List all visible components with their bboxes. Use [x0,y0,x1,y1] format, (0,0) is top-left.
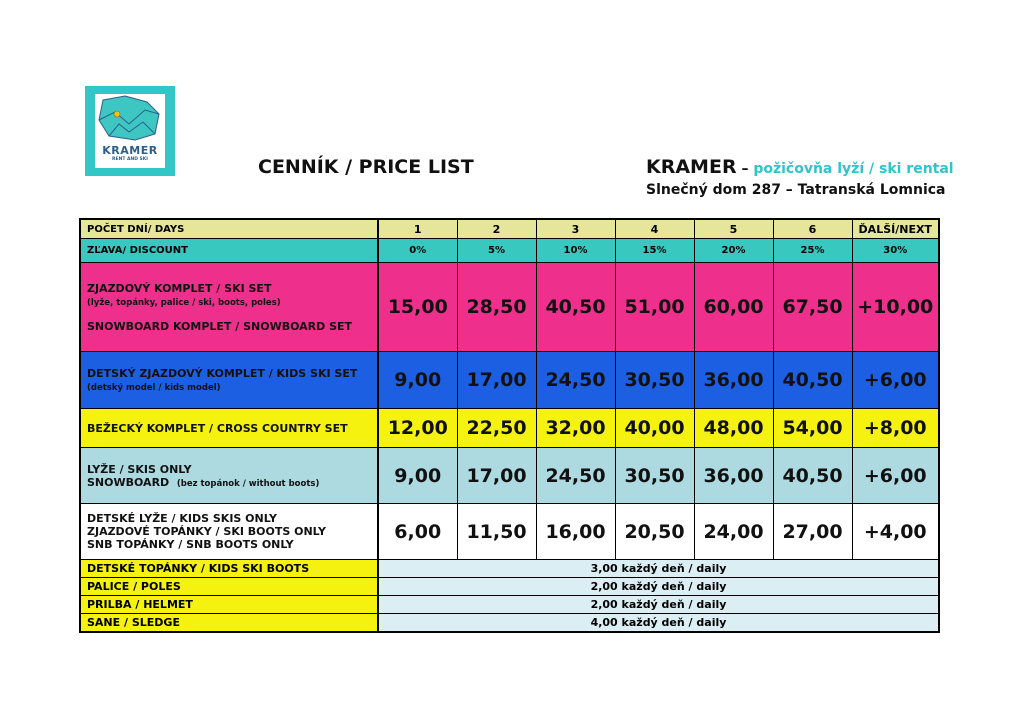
discount-cell: 25% [773,239,852,263]
daily-amount: 4,00 [590,616,618,629]
row-title: ZJAZDOVÝ KOMPLET / SKI SET [87,281,272,295]
price-cell-next: +8,00 [852,409,939,448]
day-cell: 2 [457,219,536,239]
price-cell: 9,00 [378,352,457,409]
discount-cell: 10% [536,239,615,263]
daily-label: SANE / SLEDGE [80,614,378,633]
map-icon [95,94,165,144]
price-cell: 6,00 [378,504,457,560]
cross-country-label [80,409,378,448]
row-title: LYŽE / SKIS ONLY [87,462,192,476]
row-title-secondary [87,476,377,489]
price-cell: 60,00 [694,263,773,352]
row-subtitle: (detský model / kids model) [87,383,221,393]
daily-label: PALICE / POLES [80,578,378,596]
kramer-logo [85,86,175,176]
discount-cell: 20% [694,239,773,263]
price-cell: 30,50 [615,352,694,409]
price-cell: 28,50 [457,263,536,352]
daily-price [378,560,939,578]
price-cell: 24,50 [536,352,615,409]
price-cell: 22,50 [457,409,536,448]
price-cell: 20,50 [615,504,694,560]
logo-panel [95,94,165,168]
price-cell-next: +6,00 [852,352,939,409]
price-cell: 40,50 [773,352,852,409]
daily-row-helmet [80,596,939,614]
daily-label: DETSKÉ TOPÁNKY / KIDS SKI BOOTS [80,560,378,578]
discount-row [80,239,939,263]
price-cell: 67,50 [773,263,852,352]
discount-cell: 30% [852,239,939,263]
price-cell: 36,00 [694,448,773,504]
discount-cell: 15% [615,239,694,263]
ski-set-label [80,263,378,352]
kids-ski-set-label [80,352,378,409]
price-table [79,218,940,633]
price-cell: 17,00 [457,352,536,409]
daily-unit: každý deň / daily [621,562,727,575]
snowboard-label: SNOWBOARD [87,475,170,489]
page-title: CENNÍK / PRICE LIST [258,156,474,178]
row-title: DETSKÉ LYŽE / KIDS SKIS ONLY [87,512,277,525]
price-cell: 32,00 [536,409,615,448]
price-cell: 30,50 [615,448,694,504]
price-cell: 24,50 [536,448,615,504]
daily-row-kids-boots [80,560,939,578]
kids-ski-set-row [80,352,939,409]
daily-row-sledge [80,614,939,633]
kids-skis-label [80,504,378,560]
address: Slnečný dom 287 – Tatranská Lomnica [646,182,946,198]
discount-cell: 0% [378,239,457,263]
logo-subtitle: RENT AND SKI [112,157,148,162]
discount-cell: 5% [457,239,536,263]
daily-unit: každý deň / daily [621,580,727,593]
daily-label: PRILBA / HELMET [80,596,378,614]
row-title-tertiary: SNB TOPÁNKY / SNB BOOTS ONLY [87,538,294,551]
price-cell: 54,00 [773,409,852,448]
price-cell: 17,00 [457,448,536,504]
days-label: POČET DNÍ/ DAYS [80,219,378,239]
daily-price [378,578,939,596]
day-cell: 5 [694,219,773,239]
day-cell: 4 [615,219,694,239]
row-title: BEŽECKÝ KOMPLET / CROSS COUNTRY SET [87,421,348,435]
price-cell: 40,00 [615,409,694,448]
price-cell: 48,00 [694,409,773,448]
daily-price [378,614,939,633]
daily-unit: každý deň / daily [621,598,727,611]
days-header-row [80,219,939,239]
cross-country-row [80,409,939,448]
price-cell: 16,00 [536,504,615,560]
day-cell: 6 [773,219,852,239]
price-cell-next: +10,00 [852,263,939,352]
price-cell: 40,50 [773,448,852,504]
daily-row-poles [80,578,939,596]
price-cell: 27,00 [773,504,852,560]
skis-only-row [80,448,939,504]
brand-name: KRAMER [646,156,737,178]
day-cell: 1 [378,219,457,239]
skis-only-label [80,448,378,504]
daily-price [378,596,939,614]
brand-tagline: požičovňa lyží / ski rental [753,161,954,177]
price-cell: 24,00 [694,504,773,560]
price-cell: 36,00 [694,352,773,409]
ski-set-row [80,263,939,352]
daily-unit: každý deň / daily [621,616,727,629]
price-cell: 15,00 [378,263,457,352]
row-subtitle: (lyže, topánky, palice / ski, boots, poles) [87,297,281,308]
price-cell-next: +4,00 [852,504,939,560]
row-title-secondary: SNOWBOARD KOMPLET / SNOWBOARD SET [87,319,353,333]
daily-amount: 3,00 [590,562,618,575]
brand-line [646,156,954,178]
day-cell-next: ĎALŠÍ/NEXT [852,219,939,239]
price-cell-next: +6,00 [852,448,939,504]
price-cell: 51,00 [615,263,694,352]
daily-amount: 2,00 [590,598,618,611]
discount-label: ZĽAVA/ DISCOUNT [80,239,378,263]
row-title: DETSKÝ ZJAZDOVÝ KOMPLET / KIDS SKI SET [87,367,358,380]
row-title-secondary: ZJAZDOVÉ TOPÁNKY / SKI BOOTS ONLY [87,525,326,538]
brand-dash: – [736,161,754,177]
daily-amount: 2,00 [590,580,618,593]
price-cell: 9,00 [378,448,457,504]
price-cell: 40,50 [536,263,615,352]
kids-skis-row [80,504,939,560]
row-note: (bez topánok / without boots) [176,478,320,489]
day-cell: 3 [536,219,615,239]
price-cell: 12,00 [378,409,457,448]
logo-wordmark: KRAMER [102,144,158,157]
price-cell: 11,50 [457,504,536,560]
